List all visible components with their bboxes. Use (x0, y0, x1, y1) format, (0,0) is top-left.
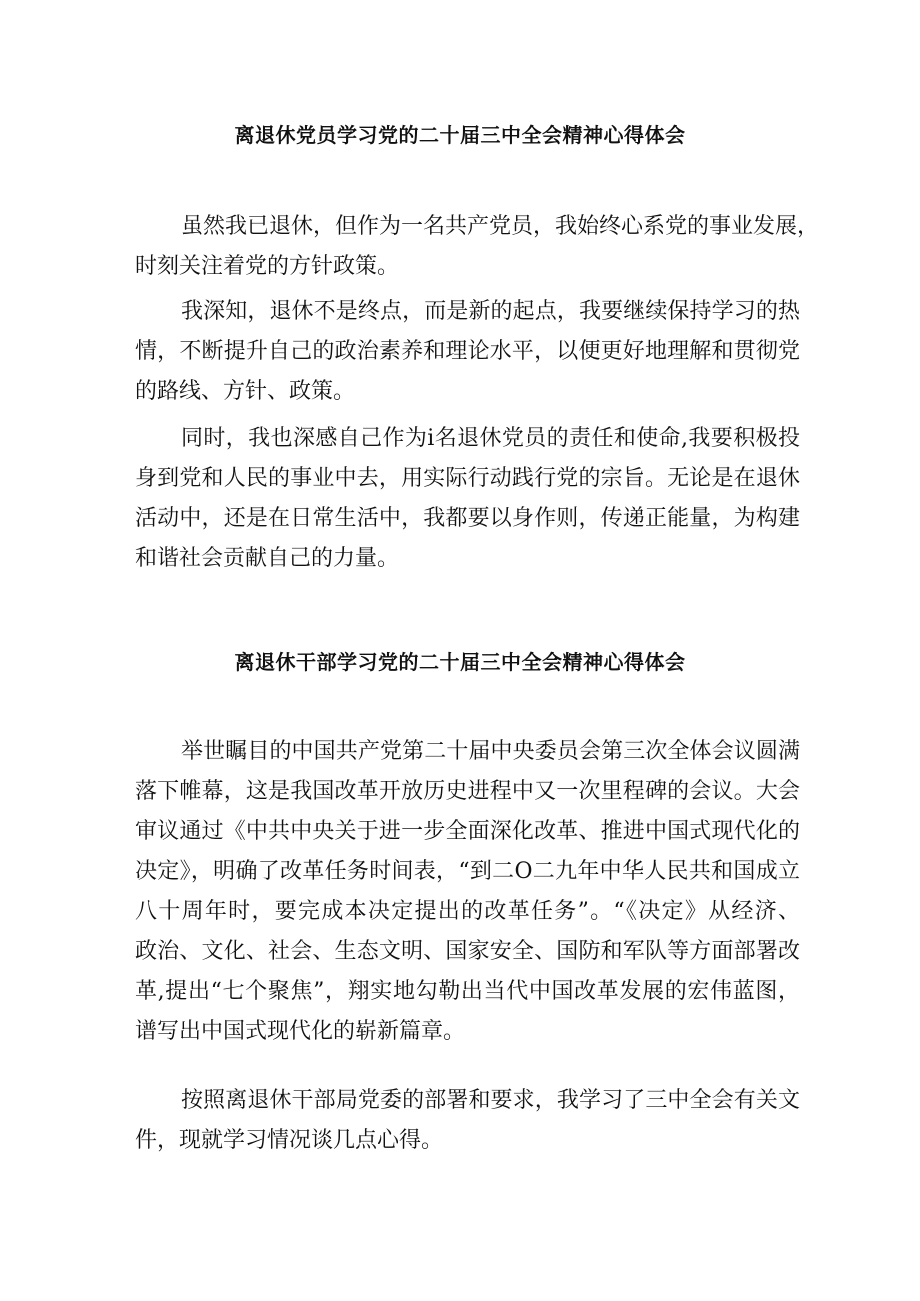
text-line: 决定》，明确了改革任务时间表，“到二O二九年中华人民共和国成立 (135, 859, 800, 884)
section-1-title: 离退休党员学习党的二十届三中全会精神心得体会 (234, 123, 686, 147)
section-2-paragraph-2 (135, 1081, 800, 1161)
text-line: 件，现就学习情况谈几点心得。 (135, 1128, 444, 1153)
section-2-paragraph-1 (135, 732, 800, 1052)
text-line: 和谐社会贡献自己的力量。 (135, 546, 400, 571)
text-line: 按照离退休干部局党委的部署和要求，我学习了三中全会有关文 (181, 1088, 800, 1113)
text-line: 审议通过《中共中央关于进一步全面深化改革、推进中国式现代化的 (135, 819, 800, 844)
section-2-title: 离退休干部学习党的二十届三中全会精神心得体会 (234, 650, 686, 674)
text-line: 时刻关注着党的方针政策。 (135, 254, 400, 279)
text-line: 八十周年时，要完成本决定提出的改革任务”。“《决定》从经济、 (135, 899, 800, 924)
text-line: 政治、文化、社会、生态文明、国家安全、国防和军队等方面部署改 (135, 939, 800, 964)
text-line: 举世瞩目的中国共产党第二十届中央委员会第三次全体会议圆满 (181, 739, 800, 764)
text-line: 谱写出中国式现代化的崭新篇章。 (135, 1019, 466, 1044)
text-line: 活动中，还是在日常生活中，我都要以身作则，传递正能量，为构建 (135, 506, 800, 531)
text-line: 革,提出“七个聚焦”，翔实地勾勒出当代中国改革发展的宏伟蓝图， (135, 979, 800, 1004)
text-line: 我深知，退休不是终点，而是新的起点，我要继续保持学习的热 (181, 299, 800, 324)
section-1-paragraph-2 (135, 292, 800, 412)
section-1-paragraph-1 (135, 207, 820, 287)
text-line: 同时，我也深感自己作为i名退休党员的责任和使命,我要积极投 (181, 426, 800, 451)
section-1-paragraph-3 (135, 419, 800, 579)
text-line: 落下帷幕，这是我国改革开放历史进程中又一次里程碑的会议。大会 (135, 779, 800, 804)
text-line: 身到党和人民的事业中去，用实际行动践行党的宗旨。无论是在退休 (135, 466, 800, 491)
text-line: 虽然我已退休，但作为一名共产党员，我始终心系党的事业发展， (181, 214, 820, 239)
text-line: 情，不断提升自己的政治素养和理论水平，以便更好地理解和贯彻党 (135, 339, 800, 364)
text-line: 的路线、方针、政策。 (135, 379, 356, 404)
